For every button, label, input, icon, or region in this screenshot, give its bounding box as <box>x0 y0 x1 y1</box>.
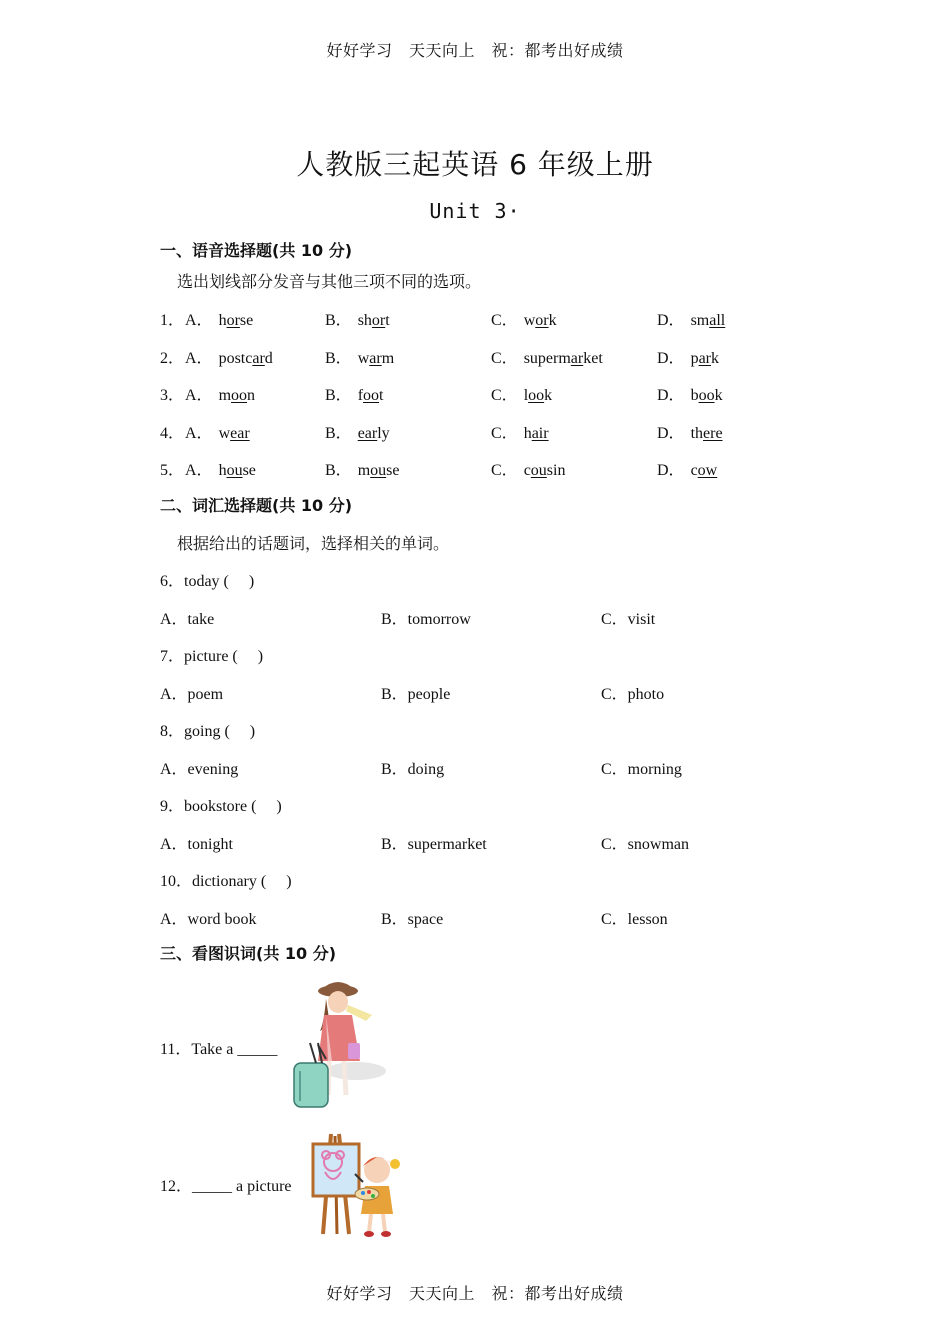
option-b: B．tomorrow <box>381 610 471 628</box>
option-a <box>185 307 253 330</box>
underlined-sound: ou <box>226 462 243 479</box>
option-b <box>325 382 383 405</box>
underlined-sound: ow <box>697 462 718 479</box>
option-d <box>657 420 723 443</box>
underlined-sound: oo <box>528 387 545 404</box>
word-prefix: superm <box>523 349 571 367</box>
option-letter: B． <box>325 312 352 329</box>
option-letter: C． <box>491 312 518 329</box>
option-a <box>185 457 256 480</box>
word-prefix: sh <box>357 312 372 329</box>
underlined-sound: ar <box>698 349 711 367</box>
option-letter: D． <box>657 462 685 479</box>
option-a: A．take <box>160 610 215 628</box>
word-prefix: b <box>690 387 699 404</box>
question-11: 11．Take a _____ <box>160 1041 278 1058</box>
underlined-sound: ar <box>369 349 382 367</box>
word-prefix: sm <box>690 312 710 329</box>
underlined-sound: all <box>709 312 726 329</box>
word-suffix: ket <box>583 349 603 367</box>
word-prefix: h <box>523 424 532 442</box>
word-prefix: th <box>690 424 704 442</box>
word-suffix: m <box>381 349 395 367</box>
question-stem: 8．going ( ) <box>160 723 256 740</box>
question-number: 5． <box>160 462 185 479</box>
question-12: 12．_____ a picture <box>160 1178 292 1195</box>
word-suffix: sin <box>546 462 566 479</box>
word-suffix: se <box>242 462 256 479</box>
word-suffix: k <box>544 387 553 404</box>
option-b: B．people <box>381 685 451 703</box>
option-letter: B． <box>325 424 352 442</box>
option-c <box>491 345 603 368</box>
section-2-instruction: 根据给出的话题词，选择相关的单词。 <box>177 536 450 553</box>
option-c: C．visit <box>601 610 656 628</box>
traveler-girl-illustration <box>286 975 401 1113</box>
underlined-sound: oo <box>698 387 715 404</box>
option-d <box>657 345 719 368</box>
word-suffix: n <box>247 387 256 404</box>
word-prefix: postc <box>218 349 253 367</box>
option-letter: D． <box>657 349 685 367</box>
option-b <box>325 457 399 480</box>
word-suffix: se <box>386 462 400 479</box>
option-letter: A． <box>185 387 213 404</box>
word-suffix: k <box>548 312 557 329</box>
question-stem: 7．picture ( ) <box>160 648 264 665</box>
question-number: 3． <box>160 387 185 404</box>
option-letter: A． <box>185 462 213 479</box>
option-a: A．poem <box>160 685 224 703</box>
option-c: C．photo <box>601 685 665 703</box>
option-letter: B． <box>325 462 352 479</box>
word-suffix: t <box>385 312 390 329</box>
underlined-sound: or <box>371 312 386 329</box>
word-prefix: h <box>218 312 227 329</box>
option-letter: D． <box>657 312 685 329</box>
question-number: 4． <box>160 424 185 442</box>
option-b <box>325 345 394 368</box>
option-a: A．word book <box>160 910 257 928</box>
underlined-sound: ar <box>252 349 265 367</box>
underlined-sound: ar <box>570 349 584 367</box>
section-2-heading: 二、词汇选择题(共 10 分) <box>160 496 353 515</box>
option-c <box>491 307 557 330</box>
underlined-sound: ear <box>357 424 378 442</box>
girl-painting-illustration <box>303 1130 405 1238</box>
option-d <box>657 307 725 330</box>
option-c <box>491 382 552 405</box>
word-prefix: m <box>218 387 232 404</box>
option-c: C．lesson <box>601 910 668 928</box>
option-a: A．tonight <box>160 835 233 853</box>
option-letter: D． <box>657 424 685 442</box>
question-stem: 10．dictionary ( ) <box>160 873 292 890</box>
option-letter: A． <box>185 424 213 442</box>
word-suffix: k <box>711 349 719 367</box>
option-letter: C． <box>491 349 518 367</box>
section-1-heading: 一、语音选择题(共 10 分) <box>160 241 353 260</box>
option-letter: C． <box>491 462 518 479</box>
section-3-heading: 三、看图识词(共 10 分) <box>160 944 337 963</box>
page-title: 人教版三起英语 6 年级上册 <box>296 148 654 181</box>
page-header: 好好学习 天天向上 祝：都考出好成绩 <box>326 43 624 60</box>
word-suffix: d <box>264 349 273 367</box>
option-d <box>657 457 717 480</box>
question-number: 2． <box>160 349 185 367</box>
option-b: B．space <box>381 910 444 928</box>
unit-title: Unit 3· <box>429 199 521 223</box>
underlined-sound: air <box>531 424 549 442</box>
option-a <box>185 382 255 405</box>
underlined-sound: ere <box>703 424 723 442</box>
word-prefix: c <box>523 462 531 479</box>
option-c <box>491 420 549 443</box>
option-a <box>185 420 250 443</box>
question-stem: 9．bookstore ( ) <box>160 798 282 815</box>
question-stem: 6．today ( ) <box>160 573 255 590</box>
underlined-sound: or <box>226 312 240 329</box>
section-1-instruction: 选出划线部分发音与其他三项不同的选项。 <box>177 274 482 291</box>
word-suffix: ly <box>377 424 390 442</box>
underlined-sound: or <box>535 312 549 329</box>
option-letter: D． <box>657 387 685 404</box>
underlined-sound: ou <box>530 462 547 479</box>
word-suffix: t <box>379 387 384 404</box>
option-b: B．supermarket <box>381 835 487 853</box>
word-prefix: w <box>218 424 231 442</box>
underlined-sound: oo <box>231 387 248 404</box>
option-b <box>325 307 390 330</box>
option-letter: B． <box>325 349 352 367</box>
option-letter: C． <box>491 387 518 404</box>
word-prefix: m <box>357 462 371 479</box>
word-prefix: h <box>218 462 227 479</box>
word-prefix: w <box>523 312 536 329</box>
option-letter: A． <box>185 312 213 329</box>
word-prefix: f <box>357 387 364 404</box>
word-prefix: l <box>523 387 529 404</box>
underlined-sound: ou <box>370 462 387 479</box>
option-c <box>491 457 565 480</box>
option-letter: C． <box>491 424 518 442</box>
option-b <box>325 420 390 443</box>
word-suffix: se <box>239 312 254 329</box>
underlined-sound: ear <box>230 424 250 442</box>
word-prefix: w <box>357 349 370 367</box>
question-number: 1． <box>160 312 185 329</box>
word-prefix: p <box>690 349 699 367</box>
option-d <box>657 382 723 405</box>
option-a: A．evening <box>160 760 239 778</box>
option-letter: A． <box>185 349 213 367</box>
page-footer: 好好学习 天天向上 祝：都考出好成绩 <box>326 1286 624 1303</box>
option-c: C．snowman <box>601 835 690 853</box>
word-prefix: c <box>690 462 698 479</box>
option-b: B．doing <box>381 760 445 778</box>
underlined-sound: oo <box>363 387 380 404</box>
word-suffix: k <box>714 387 723 404</box>
option-letter: B． <box>325 387 352 404</box>
option-c: C．morning <box>601 760 682 778</box>
option-a <box>185 345 273 368</box>
